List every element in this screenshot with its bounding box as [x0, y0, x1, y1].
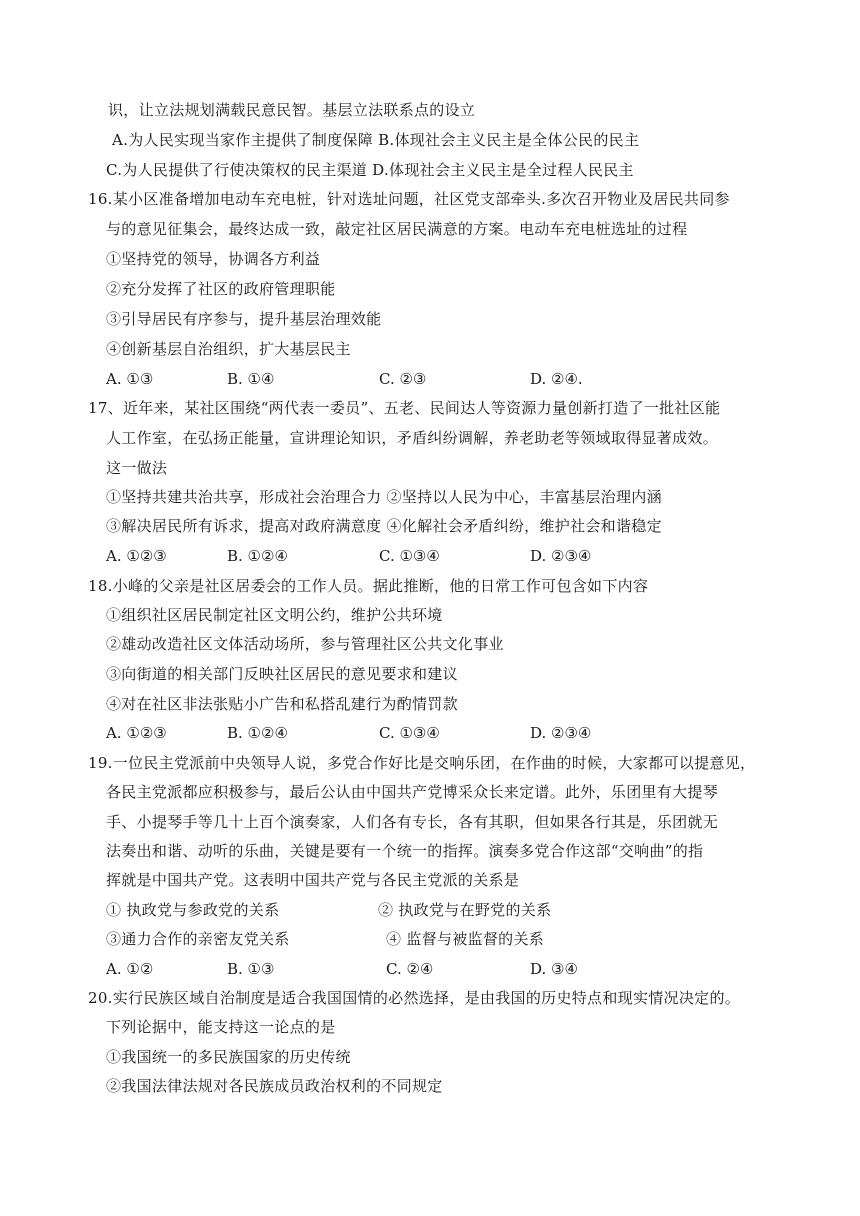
q19-stem-line-4: 法奏出和谐、动听的乐曲，关键是要有一个统一的指挥。演奏多党合作这部“交响曲”的指 [106, 842, 704, 860]
q17-items-line-1: ①坚持共建共治共享，形成社会治理合力 ②坚持以人民为中心，丰富基层治理内涵 [106, 488, 662, 506]
q18-option-c: C. ①③④ [379, 724, 440, 742]
q19-item-1: ① 执政党与参政党的关系 [106, 901, 280, 919]
q16-stem-line-2: 与的意见征集会，最终达成一致，敲定社区居民满意的方案。电动车充电桩选址的过程 [106, 220, 688, 238]
q15-stem-continuation: 识，让立法规划满载民意民智。基层立法联系点的设立 [108, 101, 476, 119]
q19-item-3: ③通力合作的亲密友党关系 [106, 930, 290, 948]
q19-option-a: A. ①② [106, 960, 154, 978]
q16-item-3: ③引导居民有序参与，提升基层治理效能 [106, 310, 382, 328]
q20-stem-line-2: 下列论据中，能支持这一论点的是 [106, 1018, 336, 1036]
q17-stem-line-3: 这一做法 [106, 459, 168, 477]
q16-stem-line-1: 16.某小区准备增加电动车充电桩，针对选址问题，社区党支部牵头.多次召开物业及居民共同参 [88, 190, 730, 208]
q17-option-b: B. ①②④ [227, 547, 288, 565]
q15-options-line-1: A.为人民实现当家作主提供了制度保障 B.体现社会主义民主是全体公民的民主 [112, 131, 640, 149]
q19-item-4: ④ 监督与被监督的关系 [386, 930, 545, 948]
q17-option-d: D. ②③④ [530, 547, 592, 565]
q17-option-c: C. ①③④ [379, 547, 440, 565]
q19-option-c: C. ②④ [386, 960, 434, 978]
q18-item-2: ②雄动改造社区文体活动场所，参与管理社区公共文化事业 [106, 635, 504, 653]
q20-item-1: ①我国统一的多民族国家的历史传统 [106, 1048, 351, 1066]
q17-stem-line-1: 17、近年来，某社区围绕“两代表一委员”、五老、民间达人等资源力量创新打造了一批社区能 [88, 399, 721, 417]
q17-option-a: A. ①②③ [106, 547, 167, 565]
q19-stem-line-2: 各民主党派都应积极参与，最后公认由中国共产党博采众长来定谱。此外，乐团里有大提琴 [106, 783, 719, 801]
q16-item-1: ①坚持党的领导，协调各方利益 [106, 250, 321, 268]
q18-item-1: ①组织社区居民制定社区文明公约，维护公共环境 [106, 606, 443, 624]
q19-stem-line-3: 手、小提琴手等几十上百个演奏家，人们各有专长，各有其职，但如果各行其是，乐团就无 [106, 813, 719, 831]
q16-item-4: ④创新基层自治组织，扩大基层民主 [106, 340, 351, 358]
q18-stem: 18.小峰的父亲是社区居委会的工作人员。据此推断，他的日常工作可包含如下内容 [88, 577, 649, 595]
q18-item-3: ③向街道的相关部门反映社区居民的意见要求和建议 [106, 665, 458, 683]
q16-option-d: D. ②④. [530, 370, 583, 388]
q16-item-2: ②充分发挥了社区的政府管理职能 [106, 280, 336, 298]
q17-items-line-2: ③解决居民所有诉求，提高对政府满意度 ④化解社会矛盾纠纷，维护社会和谐稳定 [106, 517, 662, 535]
q19-stem-line-5: 挥就是中国共产党。这表明中国共产党与各民主党派的关系是 [106, 871, 520, 889]
q18-item-4: ④对在社区非法张贴小广告和私搭乱建行为酌情罚款 [106, 695, 458, 713]
q20-item-2: ②我国法律法规对各民族成员政治权利的不同规定 [106, 1077, 443, 1095]
q16-option-b: B. ①④ [227, 370, 275, 388]
q18-option-a: A. ①②③ [106, 724, 167, 742]
q19-stem-line-1: 19.一位民主党派前中央领导人说，多党合作好比是交响乐团，在作曲的时候，大家都可以提意见， [88, 754, 756, 772]
q16-option-c: C. ②③ [379, 370, 427, 388]
q18-option-b: B. ①②④ [227, 724, 288, 742]
q16-option-a: A. ①③ [106, 370, 154, 388]
q17-stem-line-2: 人工作室，在弘扬正能量，宣讲理论知识，矛盾纠纷调解，养老助老等领域取得显著成效。 [106, 429, 719, 447]
q19-option-b: B. ①③ [227, 960, 275, 978]
q18-option-d: D. ②③④ [530, 724, 592, 742]
q15-options-line-2: C.为人民提供了行使决策权的民主渠道 D.体现社会主义民主是全过程人民民主 [106, 161, 634, 179]
q19-option-d: D. ③④ [530, 960, 578, 978]
q20-stem-line-1: 20.实行民族区域自治制度是适合我国国情的必然选择，是由我国的历史特点和现实情况决定的。 [88, 989, 741, 1007]
q19-item-2: ② 执政党与在野党的关系 [378, 901, 552, 919]
